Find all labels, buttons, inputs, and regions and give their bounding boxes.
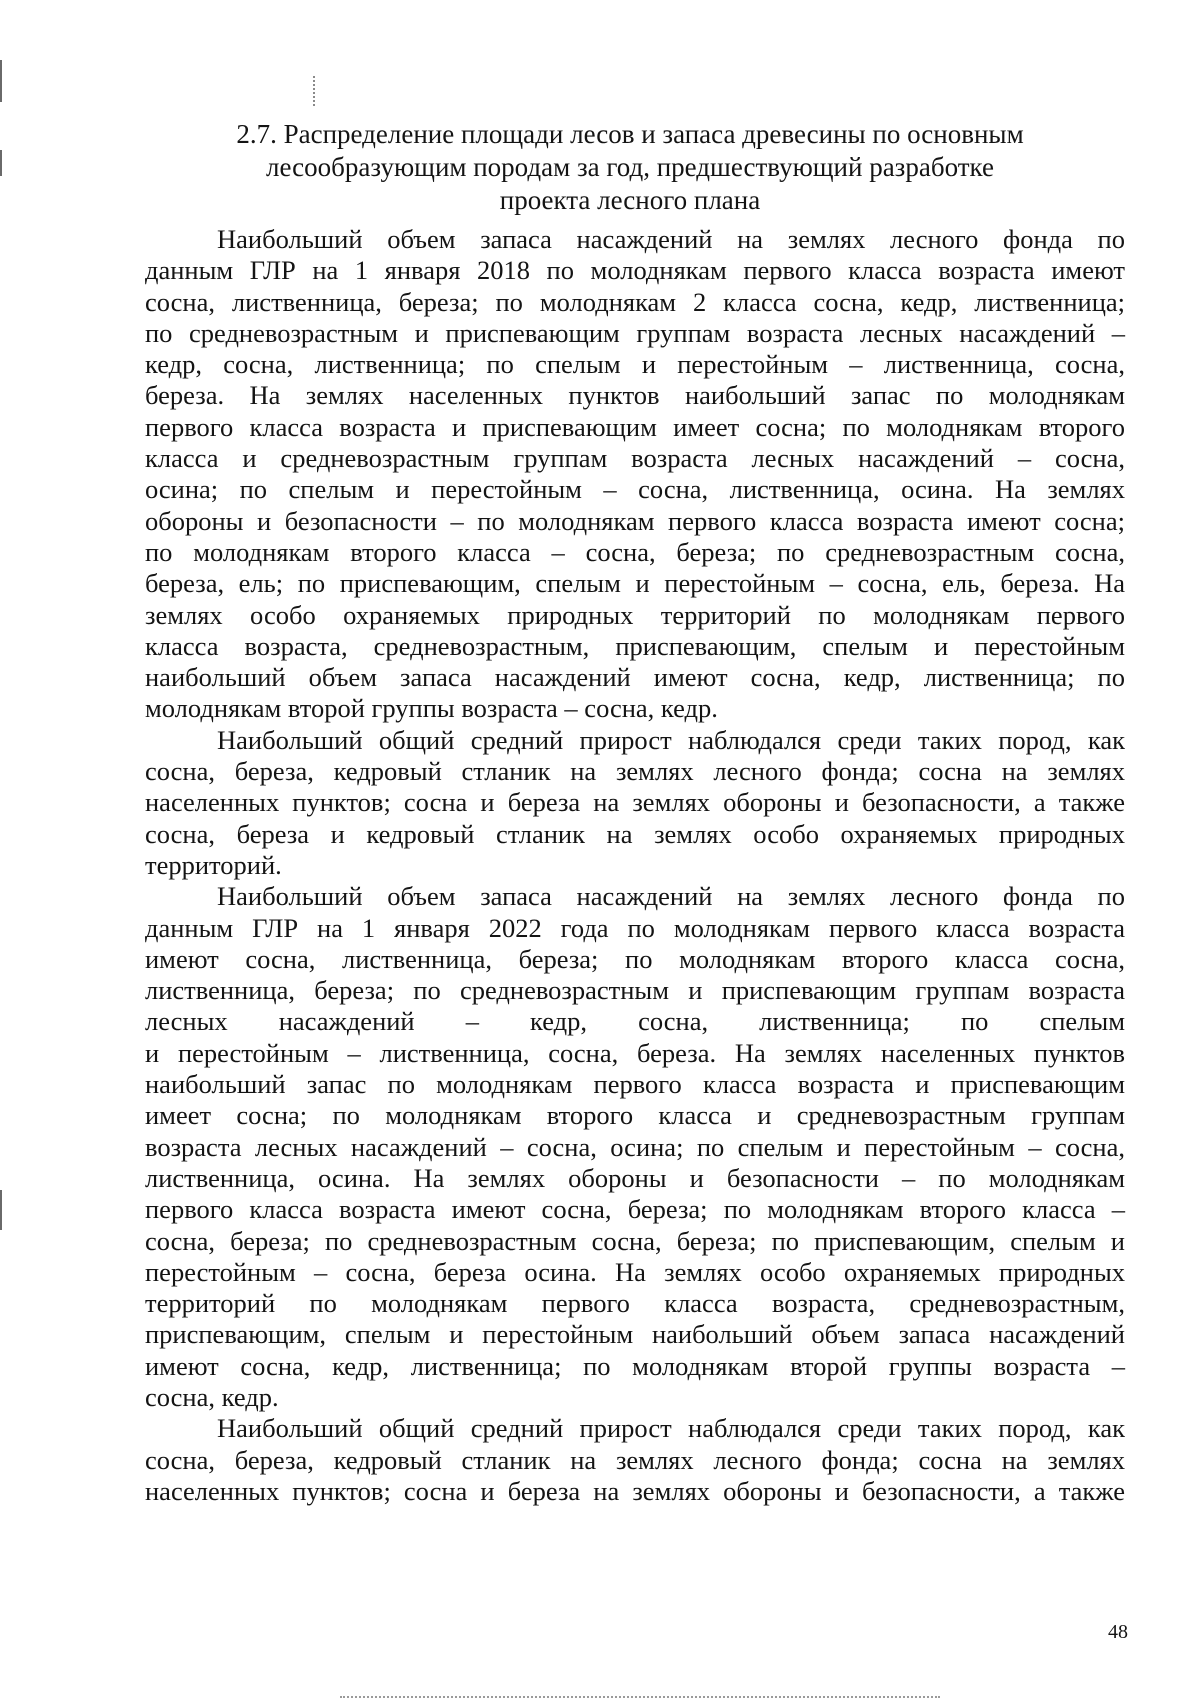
paragraph-line: Наибольший объем запаса насаждений на землях лесного фонда по bbox=[217, 224, 1125, 254]
scan-edge-mark bbox=[0, 1190, 2, 1230]
paragraph-line: класса и средневозрастным группам возраста лесных насаждений – сосна, bbox=[145, 443, 1125, 474]
paragraph-line: возраста лесных насаждений – сосна, осина; по спелым и перестойным – сосна, bbox=[145, 1131, 1125, 1162]
paragraph-line: осина; по спелым и перестойным – сосна, лиственница, осина. На землях bbox=[145, 474, 1125, 505]
paragraph-line: береза, ель; по приспевающим, спелым и перестойным – сосна, ель, береза. На bbox=[145, 568, 1125, 599]
body-text bbox=[145, 224, 1125, 1507]
paragraph-line: сосна, береза и кедровый стланик на землях особо охраняемых природных bbox=[145, 818, 1125, 849]
scan-edge-mark bbox=[0, 150, 2, 176]
paragraph-line: по молоднякам второго класса – сосна, береза; по средневозрастным сосна, bbox=[145, 536, 1125, 567]
paragraph-line: сосна, кедр. bbox=[145, 1381, 279, 1412]
paragraph-line: сосна, береза, кедровый стланик на землях лесного фонда; сосна на землях bbox=[145, 756, 1125, 787]
paragraph-line: имеет сосна; по молоднякам второго класса и средневозрастным группам bbox=[145, 1100, 1125, 1131]
paragraph bbox=[145, 725, 1125, 881]
paragraph-line: класса возраста, средневозрастным, приспевающим, спелым и перестойным bbox=[145, 630, 1125, 661]
paragraph-line: лиственница, осина. На землях обороны и безопасности – по молоднякам bbox=[145, 1162, 1125, 1193]
paragraph-line: имеют сосна, лиственница, береза; по молоднякам второго класса сосна, bbox=[145, 943, 1125, 974]
paragraph-line: молоднякам второй группы возраста – сосна, кедр. bbox=[145, 693, 718, 724]
paragraph-line: территорий по молоднякам первого класса возраста, средневозрастным, bbox=[145, 1288, 1125, 1319]
paragraph-line: обороны и безопасности – по молоднякам первого класса возраста имеют сосна; bbox=[145, 505, 1125, 536]
paragraph-line: Наибольший общий средний прирост наблюдался среди таких пород, как bbox=[217, 1413, 1125, 1444]
scan-dots bbox=[313, 76, 317, 106]
paragraph bbox=[145, 224, 1125, 725]
paragraph-line: Наибольший общий средний прирост наблюдался среди таких пород, как bbox=[217, 724, 1125, 755]
paragraph-line: данным ГЛР на 1 января 2022 года по молоднякам первого класса возраста bbox=[145, 912, 1125, 943]
paragraph bbox=[145, 1413, 1125, 1507]
heading-line: лесообразующим породам за год, предшествующий разработке bbox=[266, 152, 994, 182]
paragraph-line: имеют сосна, кедр, лиственница; по молоднякам второй группы возраста – bbox=[145, 1350, 1125, 1381]
paragraph-line: данным ГЛР на 1 января 2018 по молоднякам первого класса возраста имеют bbox=[145, 255, 1125, 286]
heading-line: проекта лесного плана bbox=[499, 185, 761, 215]
paragraph-line: перестойным – сосна, береза осина. На землях особо охраняемых природных bbox=[145, 1256, 1125, 1287]
page-number: 48 bbox=[1108, 1621, 1128, 1643]
paragraph-line: территорий. bbox=[145, 849, 282, 880]
paragraph-line: приспевающим, спелым и перестойным наибольший объем запаса насаждений bbox=[145, 1319, 1125, 1350]
scan-edge-mark bbox=[0, 60, 2, 102]
paragraph-line: Наибольший объем запаса насаждений на землях лесного фонда по bbox=[217, 881, 1125, 912]
paragraph-line: землях особо охраняемых природных территорий по молоднякам первого bbox=[145, 599, 1125, 630]
scan-bottom-rule bbox=[340, 1696, 940, 1698]
paragraph-line: наибольший запас по молоднякам первого класса возраста и приспевающим bbox=[145, 1069, 1125, 1100]
paragraph-line: населенных пунктов; сосна и береза на землях обороны и безопасности, а также bbox=[145, 1475, 1125, 1506]
paragraph-line: первого класса возраста имеют сосна, береза; по молоднякам второго класса – bbox=[145, 1194, 1125, 1225]
paragraph-line: береза. На землях населенных пунктов наибольший запас по молоднякам bbox=[145, 380, 1125, 411]
paragraph-line: наибольший объем запаса насаждений имеют сосна, кедр, лиственница; по bbox=[145, 662, 1125, 693]
paragraph-line: сосна, береза; по средневозрастным сосна, береза; по приспевающим, спелым и bbox=[145, 1225, 1125, 1256]
section-heading bbox=[150, 118, 1110, 217]
paragraph-line: первого класса возраста и приспевающим имеет сосна; по молоднякам второго bbox=[145, 411, 1125, 442]
heading-line: 2.7. Распределение площади лесов и запаса древесины по основным bbox=[236, 119, 1024, 149]
paragraph-line: лиственница, береза; по средневозрастным и приспевающим группам возраста bbox=[145, 975, 1125, 1006]
paragraph-line: лесных насаждений – кедр, сосна, лиственница; по спелым bbox=[145, 1006, 1125, 1037]
paragraph-line: населенных пунктов; сосна и береза на землях обороны и безопасности, а также bbox=[145, 787, 1125, 818]
paragraph-line: по средневозрастным и приспевающим группам возраста лесных насаждений – bbox=[145, 317, 1125, 348]
paragraph bbox=[145, 881, 1125, 1413]
paragraph-line: кедр, сосна, лиственница; по спелым и перестойным – лиственница, сосна, bbox=[145, 349, 1125, 380]
paragraph-line: и перестойным – лиственница, сосна, береза. На землях населенных пунктов bbox=[145, 1037, 1125, 1068]
paragraph-line: сосна, береза, кедровый стланик на землях лесного фонда; сосна на землях bbox=[145, 1444, 1125, 1475]
paragraph-line: сосна, лиственница, береза; по молоднякам 2 класса сосна, кедр, лиственница; bbox=[145, 286, 1125, 317]
